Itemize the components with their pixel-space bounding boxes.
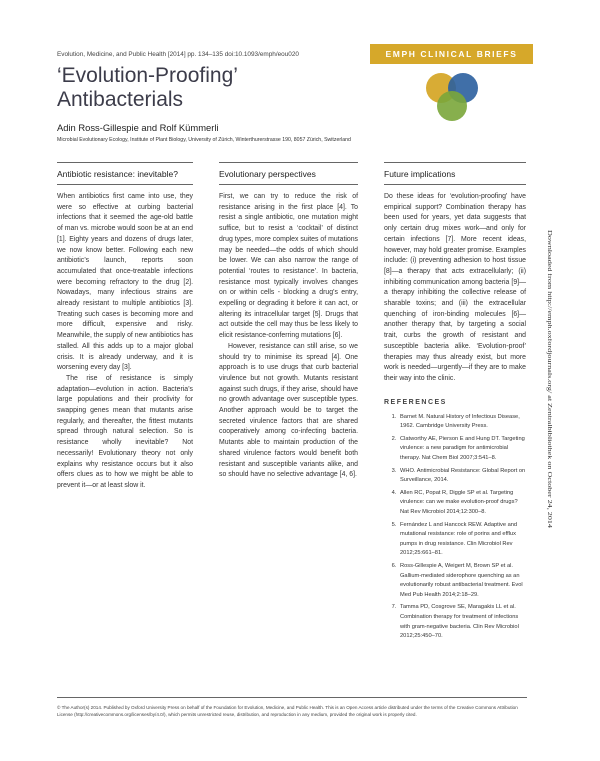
paragraph: First, we can try to reduce the risk of resistance arising in the first place [4]. To resist a single antibiotic, one mutation might suffice, but to resist a ‘cocktail’ of distinct drug types, more complex suites of mutations may be needed—the odds of which should be lower. We can also narrow the range of potential ‘routes to resistance’. In bacteria, resistance most typically involves changes on or within cells - blocking a drug’s entry, expelling or degrading it before it can act, or altering its intracellular target [5]. Drugs that act outside the cell may thus be less likely to elicit resistance-conferring mutations [6]. — [219, 193, 358, 340]
title-line-1: ‘Evolution-Proofing’ — [57, 64, 238, 87]
column-1 — [57, 162, 193, 492]
column-2 — [219, 162, 358, 481]
journal-reference: Evolution, Medicine, and Public Health [2014] pp. 134–135 doi:10.1093/emph/eou020 — [57, 51, 299, 58]
article-title — [57, 64, 238, 112]
journal-logo — [423, 70, 495, 126]
title-line-2: Antibacterials — [57, 88, 184, 111]
reference-item: 7. Tamma PD, Cosgrove SE, Maragakis LL et al. Combination therapy for treatment of infections with gram-negative bacteria. Clin Rev Microbiol 2012;25:450–70. — [398, 603, 526, 641]
reference-item: 5. Fernández L and Hancock REW. Adaptive and mutational resistance: role of porins and efflux pumps in drug resistance. Clin Microbiol Rev 2012;25:661–81. — [398, 521, 526, 559]
column-rule — [384, 162, 526, 163]
authors: Adin Ross-Gillespie and Rolf Kümmerli — [57, 122, 219, 133]
logo-circle-green — [437, 91, 467, 121]
section-banner: EMPH CLINICAL BRIEFS — [370, 44, 533, 64]
column-rule — [57, 162, 193, 163]
paragraph: When antibiotics first came into use, they were so effective at curbing bacterial infections that it seemed the age-old battle of man vs. microbe would soon be at an end [1]. Eighty years and dozens of drugs later, we now know better. Following each new antibiotic’s launch, reports soon accumulated that once-treatable infections were becoming refractory to the drug [2]. Nowadays, many infectious strains are already resistant to multiple antibiotics [3]. Treating such cases is becoming more and more difficult, expensive and risky. Meanwhile, the supply of new antibiotics has stalled. All this adds up to a major global crisis. It is already underway, and it is worsening every day [3]. — [57, 193, 193, 372]
section-heading: Evolutionary perspectives — [219, 169, 358, 185]
reference-item: 2. Clatworthy AE, Pierson E and Hung DT. Targeting virulence: a new paradigm for antimicrobial therapy. Nat Chem Biol 2007;3:541–8. — [398, 435, 526, 464]
reference-item: 4. Allen RC, Popat R, Diggle SP et al. Targeting virulence: can we make evolution-proof drugs? Nat Rev Microbiol 2014;12:300–8. — [398, 489, 526, 518]
section-heading: Antibiotic resistance: inevitable? — [57, 169, 193, 185]
reference-item: 1. Barnet M. Natural History of Infectious Disease, 1962. Cambridge University Press. — [398, 413, 526, 432]
paragraph: The rise of resistance is simply adaptation—evolution in action. Bacteria’s large populations and their proclivity for swapping genes mean that mutants arise regularly, and thereafter, the fittest mutants spread through natural selection. So is resistance wholly inevitable? Not necessarily! Evolutionary theory not only explains why resistance occurs but it also offers clues as to how we might be able to prevent it—or at least slow it. — [57, 374, 193, 489]
paragraph: Do these ideas for ‘evolution-proofing’ have empirical support? Combination therapy has been used for years, yet data suggests that only certain drug mixes work—and only for certain infections [7]. More recent ideas, however, may hold greater promise. Examples include: (i) preventing adhesion to host tissue [8]—a therapy that acts extracellularly; (ii) inhibiting communication among bacteria [9]—a therapy inhibiting the collective release of sharable toxins; and (iii) the extracellular quenching of iron-binding molecules [6]—another therapy that, by targeting a social trait, curbs the growth of resistant and susceptible bacteria alike. ‘Evolution-proof’ therapies may thus already exist, but more work is needed—urgently—if they are to make their way into the clinic. — [384, 193, 526, 382]
reference-list — [384, 413, 526, 642]
section-heading: Future implications — [384, 169, 526, 185]
paragraph: However, resistance can still arise, so we should try to minimise its spread [4]. One approach is to use drugs that curb bacterial virulence but not growth. Mutants resistant against such drugs, if they arise, should have no growth advantage over susceptible types. Another approach would be to target the secreted virulence factors that are shared cooperatively among co-infecting bacteria. Mutants able to maintain production of the shared virulence factors would benefit both resistant and susceptible variants alike, and so should have no selective advantage [4, 6]. — [219, 342, 358, 479]
column-rule — [219, 162, 358, 163]
download-note: Downloaded from http://emph.oxfordjournals.org/ at Zentralbibliothek on October 24, 2014 — [546, 230, 552, 444]
affiliation: Microbial Evolutionary Ecology, Institute of Plant Biology, University of Zürich, Winterthurerstrasse 190, 8057 Zürich, Switzerland — [57, 137, 351, 143]
reference-item: 3. WHO. Antimicrobial Resistance: Global Report on Surveillance, 2014. — [398, 467, 526, 486]
reference-item: 6. Ross-Gillespie A, Weigert M, Brown SP et al. Gallium-mediated siderophore quenching as an evolutionarily robust antibacterial treatment. Evol Med Pub Health 2014;2:18–29. — [398, 562, 526, 600]
copyright-footer: © The Author(s) 2014. Published by Oxford University Press on behalf of the Foundation for Evolution, Medicine, and Public Health. This is an Open Access article distributed under the terms of the Creative Commons Attribution License (http://creativecommons.org/licenses/by/4.0/), which permits unrestricted reuse, distribution, and reproduction in any medium, provided the original work is properly cited. — [57, 697, 527, 718]
column-3 — [384, 162, 526, 645]
download-sidebar — [540, 230, 552, 530]
references-heading: REFERENCES — [384, 398, 447, 406]
